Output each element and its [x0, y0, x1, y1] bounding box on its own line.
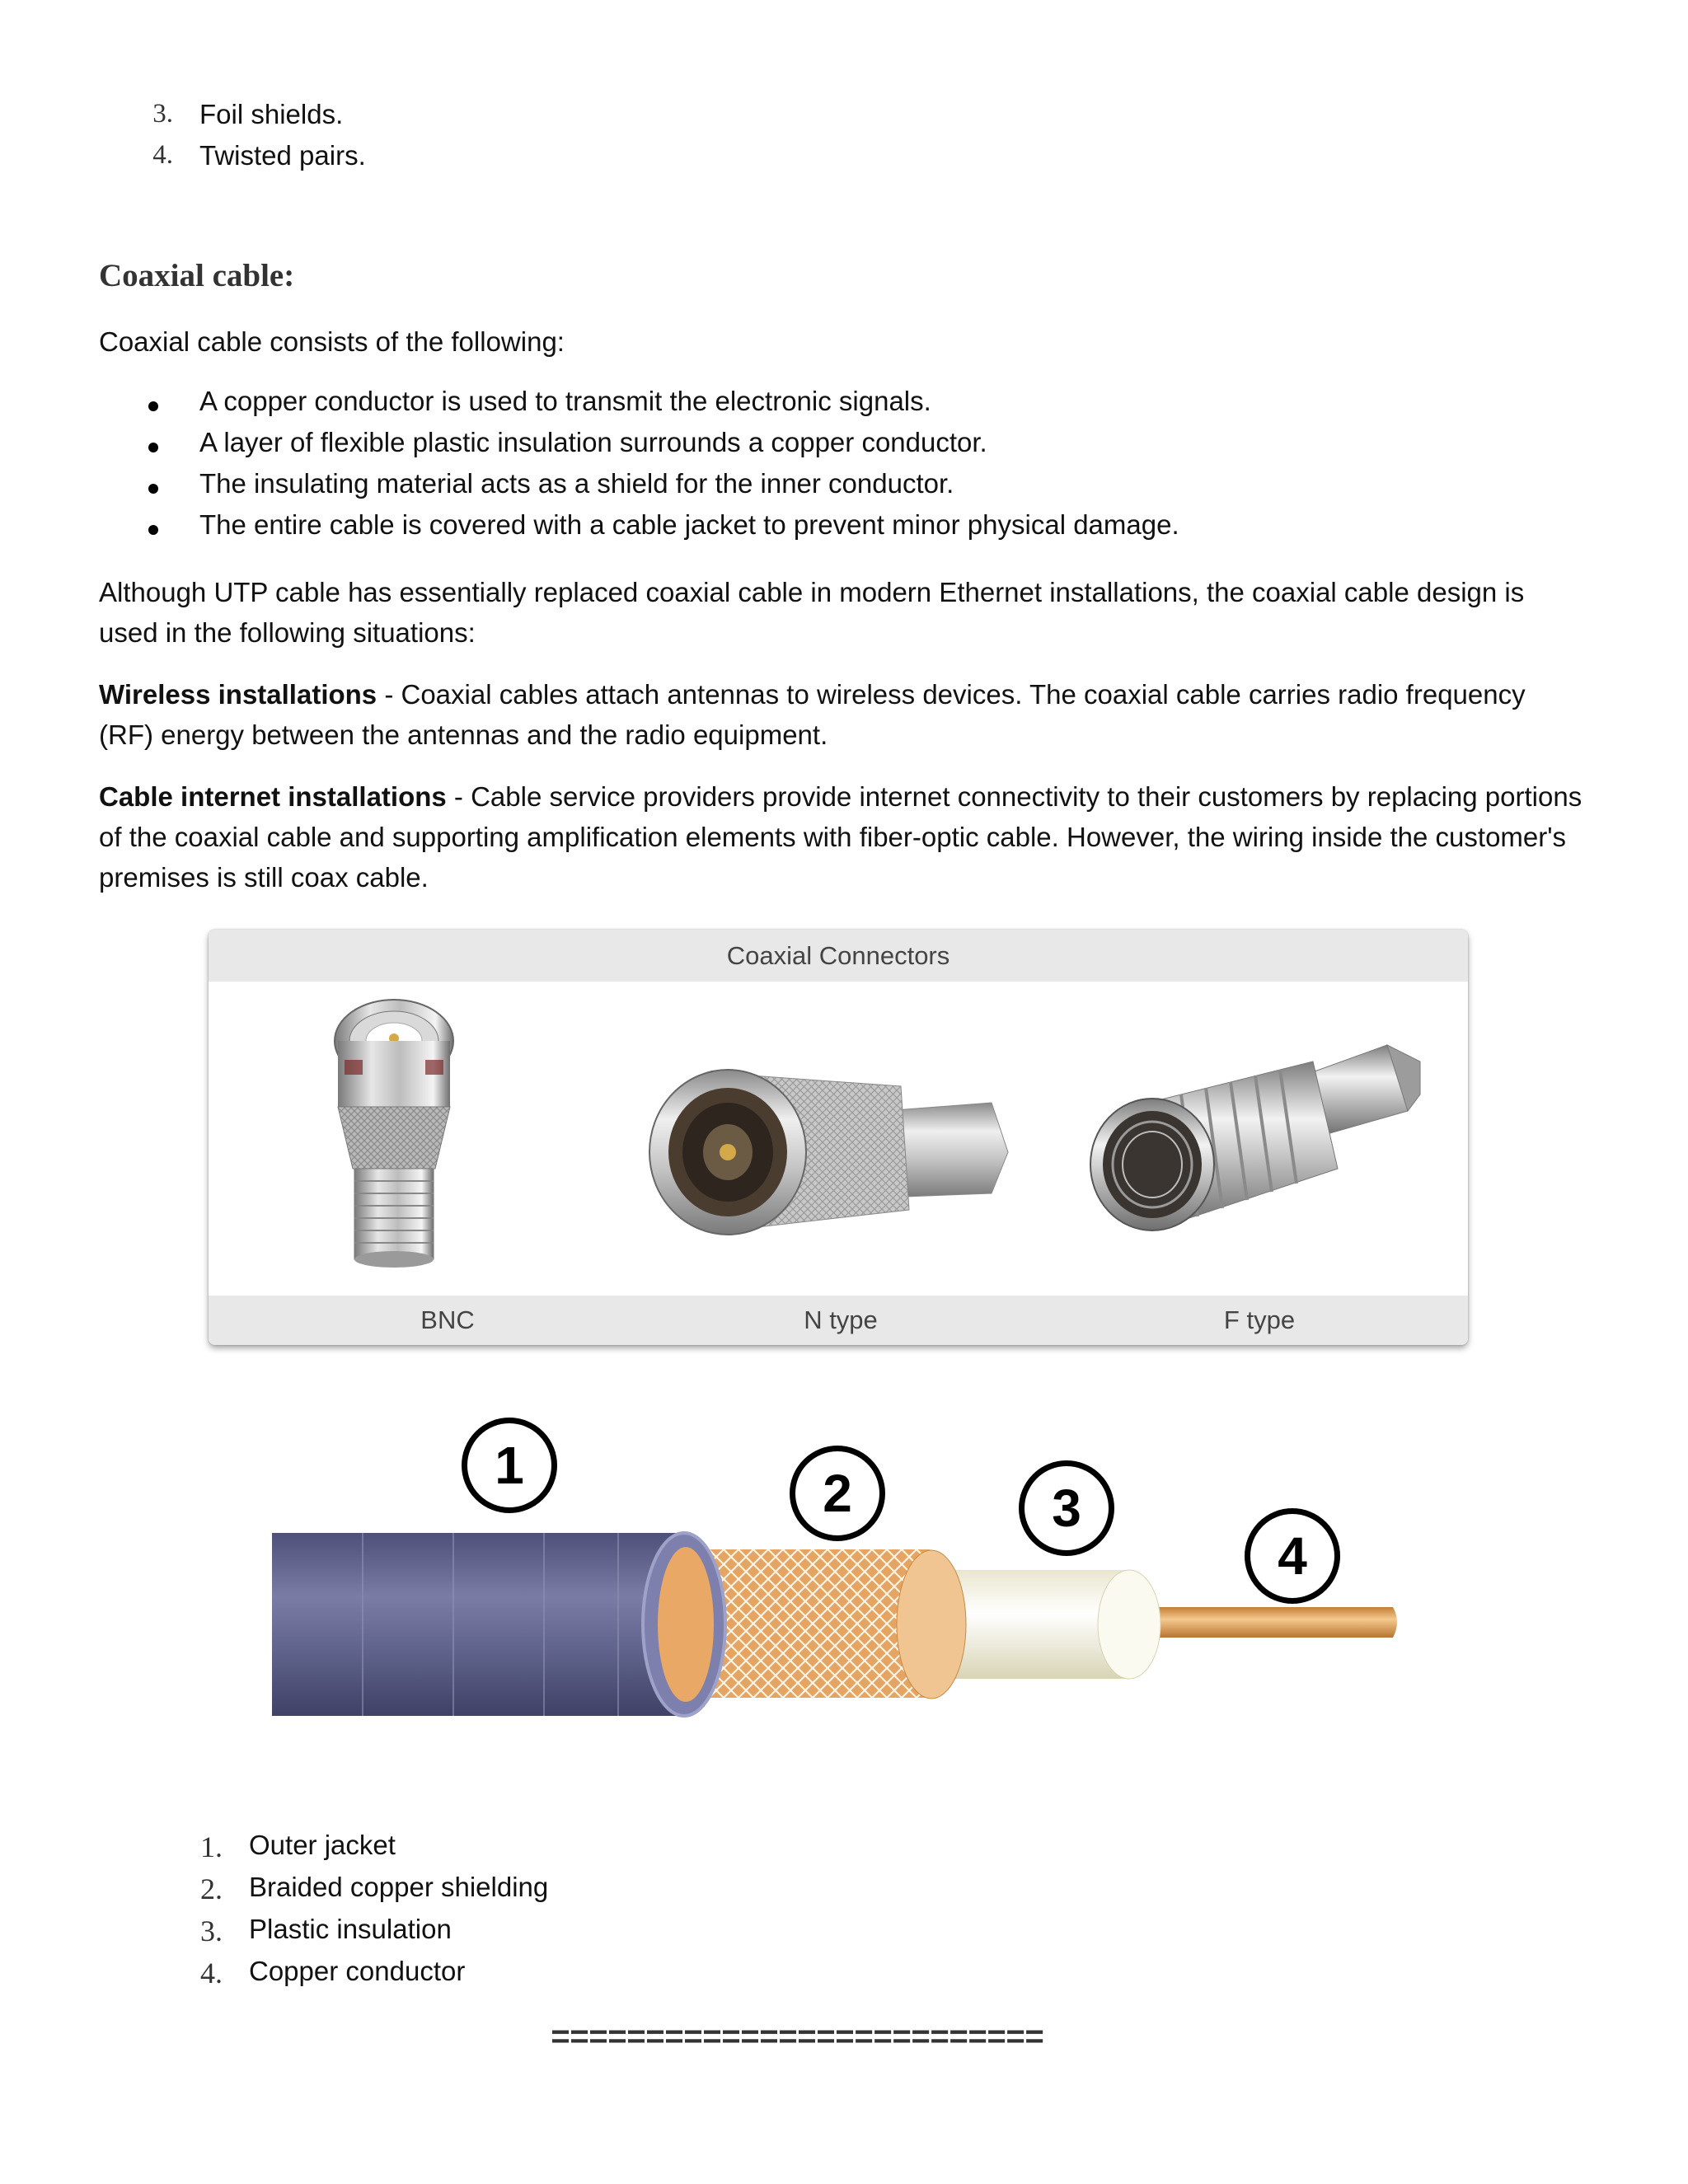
bullet-text: A copper conductor is used to transmit the electronic signals. — [199, 386, 931, 416]
caption-f-type: F type — [1223, 1305, 1296, 1334]
marker-4-copper-conductor: 4 — [1245, 1508, 1340, 1604]
marker-3-plastic-insulation: 3 — [1019, 1460, 1114, 1556]
list-number: 4. — [200, 1957, 223, 1990]
list-text: Plastic insulation — [249, 1914, 452, 1944]
coaxial-connectors-figure — [209, 930, 1468, 1345]
caption-n-type: N type — [804, 1305, 878, 1334]
list-number: 4. — [152, 140, 173, 170]
marker-1-outer-jacket: 1 — [462, 1418, 557, 1513]
bullet-dot — [148, 525, 158, 535]
paragraph-ethernet: Although UTP cable has essentially replaced coaxial cable in modern Ethernet installations, the coaxial cable design is used in the following situations: — [99, 577, 1525, 648]
caption-bnc: BNC — [420, 1305, 475, 1334]
bullet-text: The insulating material acts as a shield for the inner conductor. — [199, 468, 954, 499]
list-number: 3. — [200, 1915, 223, 1947]
list-number: 2. — [200, 1872, 223, 1905]
intro-text: Coaxial cable consists of the following: — [99, 326, 565, 357]
wireless-description: - Coaxial cables attach antennas to wireless devices. The coaxial cable carries radio frequency (RF) energy between the antennas and the radio equipment. — [99, 679, 1526, 750]
paragraph-wireless — [99, 674, 1582, 755]
figure-title: Coaxial Connectors — [726, 941, 950, 970]
list-text: Copper conductor — [249, 1956, 466, 1986]
section-heading: Coaxial cable: — [99, 258, 295, 293]
list-number: 3. — [152, 99, 173, 129]
bnc-connector-image — [312, 996, 476, 1276]
list-text: Foil shields. — [199, 99, 344, 129]
cable-internet-description: - Cable service providers provide internet connectivity to their customers by replacing portions of the coaxial cable and supporting amplification elements with fiber-optic cable. However, the wiring inside the customer's premises is still coax cable. — [99, 781, 1582, 893]
term-cable-internet: Cable internet installations — [99, 781, 447, 812]
section-divider: ========================== — [551, 2021, 1044, 2058]
list-text: Twisted pairs. — [199, 140, 366, 171]
paragraph-cable-internet — [99, 776, 1582, 898]
bullet-dot — [148, 484, 158, 494]
coaxial-cable-diagram — [264, 1401, 1418, 1747]
bullet-dot — [148, 443, 158, 452]
bullet-text: The entire cable is covered with a cable jacket to prevent minor physical damage. — [199, 509, 1179, 540]
list-number: 1. — [200, 1830, 223, 1863]
bullet-dot — [148, 401, 158, 411]
bullet-text: A layer of flexible plastic insulation surrounds a copper conductor. — [199, 427, 987, 457]
list-text: Outer jacket — [249, 1830, 396, 1860]
list-text: Braided copper shielding — [249, 1872, 549, 1902]
term-wireless: Wireless installations — [99, 679, 377, 710]
n-type-connector-image — [637, 1053, 1016, 1243]
marker-2-braided-shield: 2 — [790, 1446, 885, 1541]
f-type-connector-image — [1074, 1037, 1428, 1251]
